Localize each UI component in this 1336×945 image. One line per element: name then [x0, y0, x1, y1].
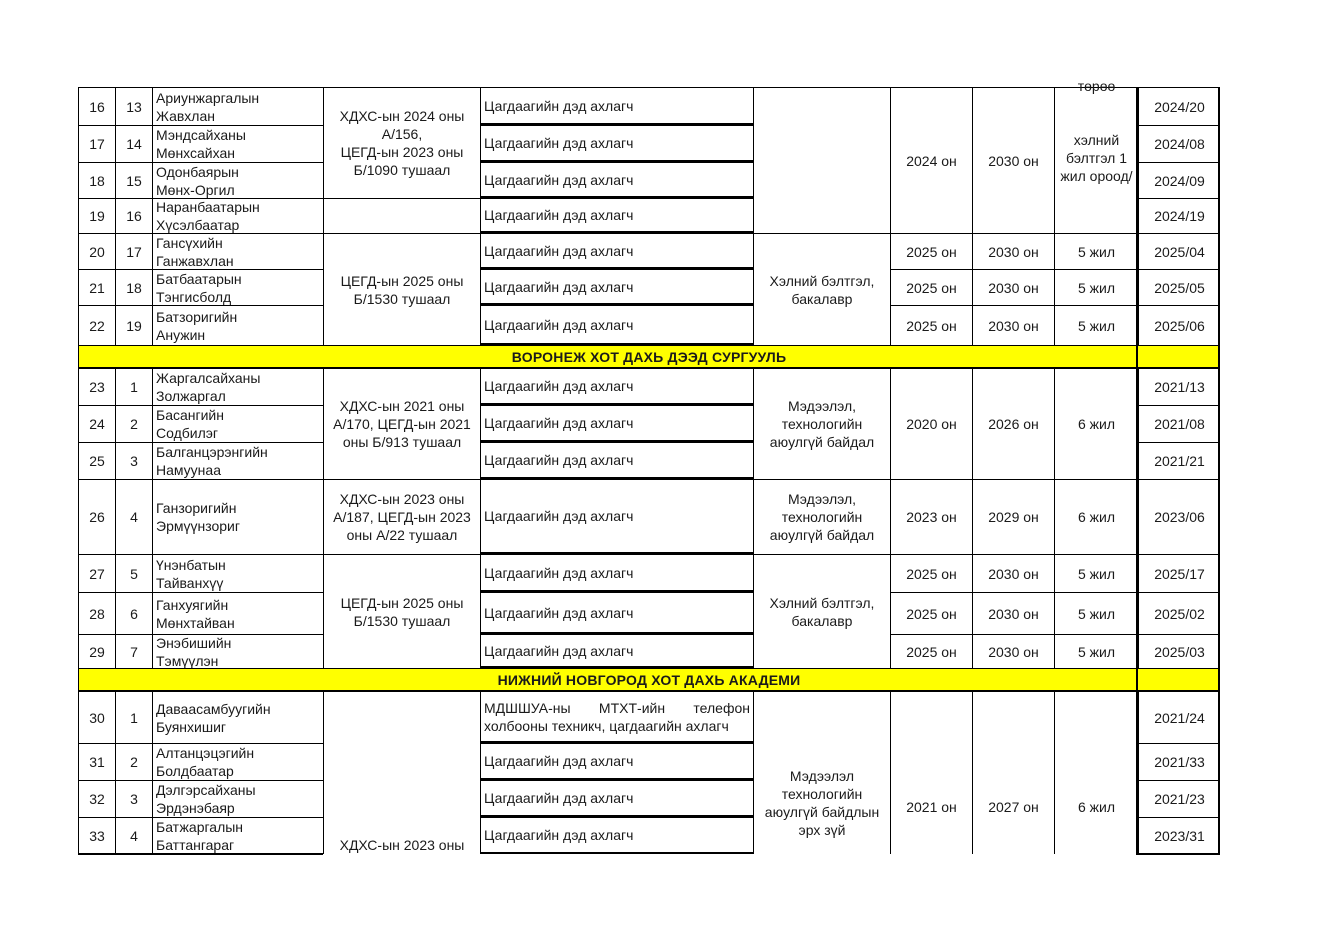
row-number: 30: [78, 691, 115, 743]
end-year: 2030 он: [972, 634, 1054, 668]
row-subnumber: 16: [115, 198, 152, 233]
order-number: 2023/06: [1138, 479, 1220, 554]
position-cell: Цагдаагийн дэд ахлагч: [480, 479, 753, 554]
student-name: Мэндсайханы Мөнхсайхан: [152, 125, 323, 162]
section-header: ВОРОНЕЖ ХОТ ДАХЬ ДЭЭД СУРГУУЛЬ: [78, 345, 1220, 368]
order-number: 2021/23: [1138, 780, 1220, 817]
order-number: 2025/17: [1138, 554, 1220, 592]
position-cell: Цагдаагийн дэд ахлагч: [480, 817, 753, 854]
student-name: Наранбаатарын Хүсэлбаатар: [152, 198, 323, 233]
decree-cell: ХДХС-ын 2023 оны: [323, 691, 480, 854]
start-year: 2025 он: [890, 634, 972, 668]
order-number: 2023/31: [1138, 817, 1220, 854]
row-number: 29: [78, 634, 115, 668]
row-number: 19: [78, 198, 115, 233]
student-name: Алтанцэцэгийн Болдбаатар: [152, 743, 323, 780]
specialty-cell: Хэлний бэлтгэл, бакалавр: [753, 233, 890, 345]
student-name: Үнэнбатын Тайванхүү: [152, 554, 323, 592]
student-name: Батбаатарын Тэнгисболд: [152, 269, 323, 305]
row-number: 23: [78, 368, 115, 405]
row-number: 20: [78, 233, 115, 269]
student-name: Даваасамбуугийн Буянхишиг: [152, 691, 323, 743]
position-cell: МДШШУА-ны МТХТ-ийн телефон холбооны техникч, цагдаагийн ахлагч: [480, 691, 753, 743]
specialty-cell: Мэдээлэл, технологийн аюулгүй байдал: [753, 368, 890, 479]
row-number: 25: [78, 442, 115, 479]
student-name: Гансүхийн Ганжавхлан: [152, 233, 323, 269]
row-subnumber: 19: [115, 305, 152, 345]
row-subnumber: 4: [115, 817, 152, 854]
end-year: 2027 он: [972, 691, 1054, 854]
end-year: 2030 он: [972, 554, 1054, 592]
end-year: 2030 он: [972, 592, 1054, 634]
position-cell: Цагдаагийн дэд ахлагч: [480, 592, 753, 634]
order-number: 2025/06: [1138, 305, 1220, 345]
order-number: 2025/04: [1138, 233, 1220, 269]
duration: 5 жил: [1054, 592, 1138, 634]
end-year: 2026 он: [972, 368, 1054, 479]
position-cell: Цагдаагийн дэд ахлагч: [480, 442, 753, 479]
order-number: 2021/21: [1138, 442, 1220, 479]
end-year: 2030 он: [972, 305, 1054, 345]
position-cell: Цагдаагийн дэд ахлагч: [480, 305, 753, 345]
row-subnumber: 3: [115, 442, 152, 479]
row-subnumber: 5: [115, 554, 152, 592]
duration: 5 жил: [1054, 233, 1138, 269]
position-cell: Цагдаагийн дэд ахлагч: [480, 125, 753, 162]
border-line: [1218, 87, 1220, 854]
row-number: 16: [78, 87, 115, 125]
row-number: 17: [78, 125, 115, 162]
row-subnumber: 13: [115, 87, 152, 125]
border-line: [1136, 87, 1138, 854]
order-number: 2025/03: [1138, 634, 1220, 668]
position-cell: Цагдаагийн дэд ахлагч: [480, 405, 753, 442]
student-name: Батзоригийн Анужин: [152, 305, 323, 345]
order-number: 2021/24: [1138, 691, 1220, 743]
position-cell: Цагдаагийн дэд ахлагч: [480, 233, 753, 269]
duration: 5 жил: [1054, 554, 1138, 592]
order-number: 2021/08: [1138, 405, 1220, 442]
bottom-border: [78, 853, 323, 855]
position-cell: Цагдаагийн дэд ахлагч: [480, 368, 753, 405]
note-text: хэлний бэлтгэл 1 жил ороод/: [1060, 132, 1133, 184]
position-cell: Цагдаагийн дэд ахлагч: [480, 269, 753, 305]
student-name: Басангийн Содбилэг: [152, 405, 323, 442]
order-number: 2025/02: [1138, 592, 1220, 634]
bottom-border: [1136, 853, 1220, 855]
row-subnumber: 15: [115, 162, 152, 198]
end-year: 2030 он: [972, 269, 1054, 305]
row-number: 32: [78, 780, 115, 817]
row-number: 33: [78, 817, 115, 854]
position-cell: Цагдаагийн дэд ахлагч: [480, 634, 753, 668]
row-number: 31: [78, 743, 115, 780]
start-year: 2025 он: [890, 269, 972, 305]
end-year: 2030 он: [972, 233, 1054, 269]
row-subnumber: 2: [115, 743, 152, 780]
student-name: Ариунжаргалын Жавхлан: [152, 87, 323, 125]
position-cell: Цагдаагийн дэд ахлагч: [480, 198, 753, 233]
row-number: 24: [78, 405, 115, 442]
duration: 5 жил: [1054, 634, 1138, 668]
start-year: 2023 он: [890, 479, 972, 554]
start-year: 2025 он: [890, 592, 972, 634]
specialty-cell-empty: [753, 87, 890, 233]
row-subnumber: 3: [115, 780, 152, 817]
row-subnumber: 2: [115, 405, 152, 442]
row-subnumber: 4: [115, 479, 152, 554]
specialty-cell: Мэдээлэл, технологийн аюулгүй байдал: [753, 479, 890, 554]
section-header: НИЖНИЙ НОВГОРОД ХОТ ДАХЬ АКАДЕМИ: [78, 668, 1220, 691]
start-year: 2025 он: [890, 554, 972, 592]
duration: 5 жил: [1054, 269, 1138, 305]
start-year: 2020 он: [890, 368, 972, 479]
row-subnumber: 1: [115, 691, 152, 743]
order-number: 2024/19: [1138, 198, 1220, 233]
position-cell: Цагдаагийн дэд ахлагч: [480, 743, 753, 780]
row-number: 22: [78, 305, 115, 345]
student-name: Одонбаярын Мөнх-Оргил: [152, 162, 323, 198]
row-number: 27: [78, 554, 115, 592]
row-subnumber: 7: [115, 634, 152, 668]
start-year: 2024 он: [890, 87, 972, 233]
order-number: 2025/05: [1138, 269, 1220, 305]
row-subnumber: 1: [115, 368, 152, 405]
row-number: 18: [78, 162, 115, 198]
specialty-cell: Мэдээлэл технологийн аюулгүй байдлын эрх зүй: [753, 691, 890, 854]
student-name: Жаргалсайханы Золжаргал: [152, 368, 323, 405]
end-year: 2030 он: [972, 87, 1054, 233]
start-year: 2025 он: [890, 233, 972, 269]
student-name: Балганцэрэнгийн Намуунаа: [152, 442, 323, 479]
row-subnumber: 14: [115, 125, 152, 162]
position-cell: Цагдаагийн дэд ахлагч: [480, 554, 753, 592]
row-number: 26: [78, 479, 115, 554]
decree-cell: ХДХС-ын 2023 оны А/187, ЦЕГД-ын 2023 оны А/22 тушаал: [323, 479, 480, 554]
row-subnumber: 18: [115, 269, 152, 305]
decree-cell-empty: [323, 198, 480, 233]
duration-note: [1054, 78, 1138, 233]
duration: 5 жил: [1054, 305, 1138, 345]
start-year: 2025 он: [890, 305, 972, 345]
decree-cell: ЦЕГД-ын 2025 оны Б/1530 тушаал: [323, 554, 480, 668]
row-number: 21: [78, 269, 115, 305]
start-year: 2021 он: [890, 691, 972, 854]
decree-cell: ЦЕГД-ын 2025 оны Б/1530 тушаал: [323, 233, 480, 345]
specialty-cell: Хэлний бэлтгэл, бакалавр: [753, 554, 890, 668]
duration: 6 жил: [1054, 479, 1138, 554]
end-year: 2029 он: [972, 479, 1054, 554]
decree-cell: ХДХС-ын 2024 оны А/156, ЦЕГД-ын 2023 оны Б/1090 тушаал: [323, 87, 480, 198]
row-subnumber: 17: [115, 233, 152, 269]
position-cell: Цагдаагийн дэд ахлагч: [480, 162, 753, 198]
student-name: Ганхуягийн Мөнхтайван: [152, 592, 323, 634]
position-cell: Цагдаагийн дэд ахлагч: [480, 780, 753, 817]
order-number: 2021/33: [1138, 743, 1220, 780]
decree-cell: ХДХС-ын 2021 оны А/170, ЦЕГД-ын 2021 оны Б/913 тушаал: [323, 368, 480, 479]
duration: 6 жил: [1054, 368, 1138, 479]
student-name: Энэбишийн Тэмүүлэн: [152, 634, 323, 668]
order-number: 2024/09: [1138, 162, 1220, 198]
duration: 6 жил: [1054, 691, 1138, 854]
order-number: 2024/20: [1138, 87, 1220, 125]
row-subnumber: 6: [115, 592, 152, 634]
student-name: Ганзоригийн Эрмүүнзориг: [152, 479, 323, 554]
student-name: Батжаргалын Баттангараг: [152, 817, 323, 854]
order-number: 2024/08: [1138, 125, 1220, 162]
border-line: [78, 87, 79, 854]
order-number: 2021/13: [1138, 368, 1220, 405]
student-table: [78, 78, 1220, 854]
note-clipped-line: төрөө: [1077, 78, 1116, 94]
position-cell: Цагдаагийн дэд ахлагч: [480, 87, 753, 125]
student-name: Дэлгэрсайханы Эрдэнэбаяр: [152, 780, 323, 817]
row-number: 28: [78, 592, 115, 634]
